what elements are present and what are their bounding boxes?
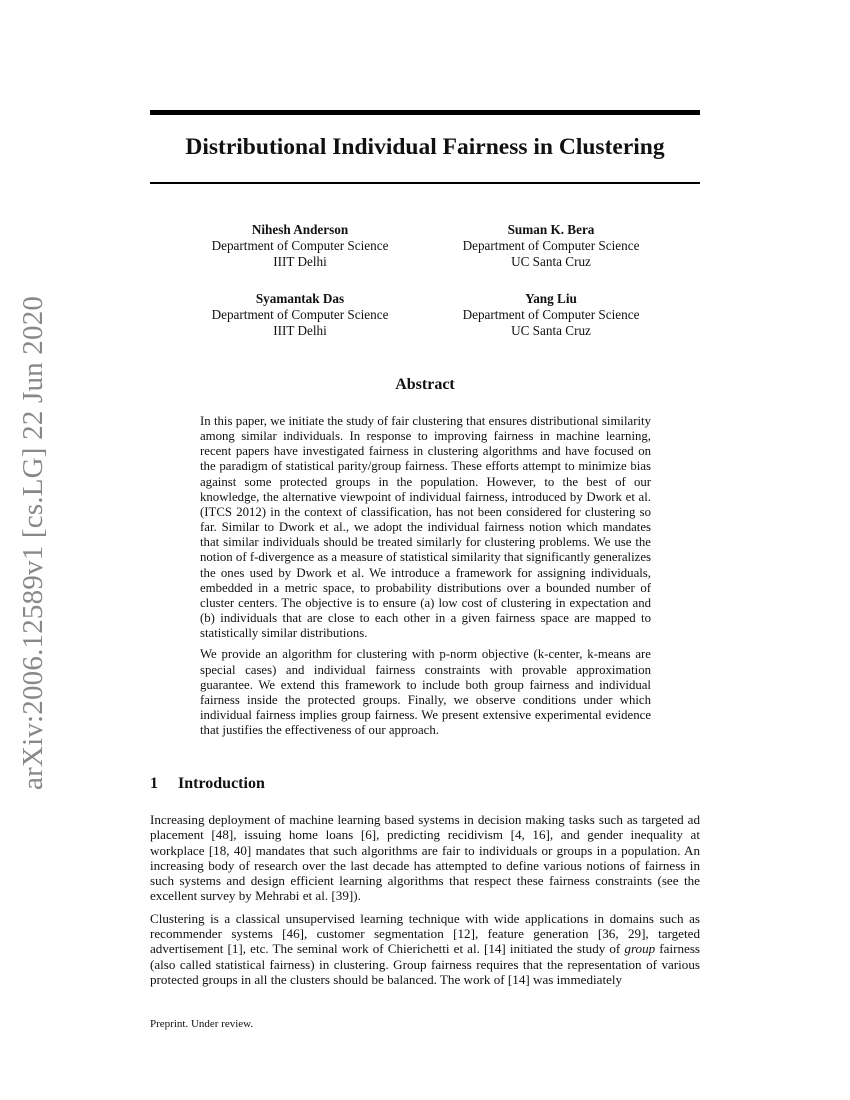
text-run: Clustering is a classical unsupervised learning technique with wide applications in domains such as recommender systems [46], customer segmentation [12], feature generation [36, 29], targeted advertisement [1], etc. The seminal work of Chierichetti et al. [14] initiated the study of [150,910,700,957]
section-title: Introduction [178,775,265,792]
title-rule-bottom [150,182,700,184]
author-name: Syamantak Das [255,291,345,306]
author-department: Department of Computer Science [462,238,640,253]
introduction-body [150,812,700,994]
preprint-footer: Preprint. Under review. [150,1018,254,1030]
author-block [170,291,430,339]
abstract-heading: Abstract [395,376,455,393]
author-name: Nihesh Anderson [251,222,349,237]
author-department: Department of Computer Science [211,238,389,253]
emphasis-text: group [624,941,656,957]
title-rule-top [150,110,700,115]
section-heading [150,775,265,793]
abstract-paragraph: In this paper, we initiate the study of fair clustering that ensures distributional similarity among similar individuals. In response to improving fairness in machine learning, recent papers have investigated fairness in clustering algorithms and have focused on the paradigm of statistical parity/group fairness. These efforts attempt to minimize bias against some protected groups in the population. However, to the best of our knowledge, the alternative viewpoint of individual fairness, introduced by Dwork et al. (ITCS 2012) in the context of classification, has not been considered for clustering so far. Similar to Dwork et al., we adopt the individual fairness notion which mandates that similar individuals should be treated similarly for clustering problems. We use the notion of f-divergence as a measure of statistical similarity that significantly generalizes the ones used by Dwork et al. We introduce a framework for assigning individuals, embedded in a metric space, to probability distributions over a bounded number of cluster centers. The objective is to ensure (a) low cost of clustering in expectation and (b) individuals that are close to each other in a given fairness space are mapped to statistically similar distributions. [200,414,651,641]
author-institution: IIIT Delhi [273,323,327,338]
abstract-body [200,414,651,744]
text-run: fairness (also called statistical fairness) in clustering. Group fairness requires that the representation of various protected groups in all the clusters should be balanced. The work of [14] was immediately [150,941,701,987]
arxiv-sidebar-id: arXiv:2006.12589v1 [cs.LG] 22 Jun 2020 [17,295,49,790]
author-name: Yang Liu [525,291,577,306]
author-department: Department of Computer Science [462,307,640,322]
author-department: Department of Computer Science [211,307,389,322]
paper-title: Distributional Individual Fairness in Clustering [185,134,665,160]
author-block [421,222,681,270]
author-institution: UC Santa Cruz [511,323,591,338]
author-institution: IIIT Delhi [273,254,327,269]
author-block [170,222,430,270]
body-paragraph: Increasing deployment of machine learning based systems in decision making tasks such as targeted ad placement [48], issuing home loans [6], predicting recidivism [4, 16], and gender inequality at workplace [18, 40] mandates that such algorithms are fair to individuals or groups in a population. An increasing body of research over the last decade has attempted to define various notions of fairness in such systems and design efficient learning algorithms that respect these fairness constraints (see the excellent survey by Mehrabi et al. [39]). [150,812,700,904]
author-institution: UC Santa Cruz [511,254,591,269]
section-number: 1 [150,775,158,792]
author-name: Suman K. Bera [507,222,595,237]
author-block [421,291,681,339]
body-paragraph [150,911,700,987]
abstract-paragraph: We provide an algorithm for clustering with p-norm objective (k-center, k-means are special cases) and individual fairness constraints with provable approximation guarantee. We extend this framework to include both group fairness and individual fairness inside the protected groups. Finally, we observe conditions under which individual fairness implies group fairness. We present extensive experimental evidence that justifies the effectiveness of our approach. [200,647,651,738]
